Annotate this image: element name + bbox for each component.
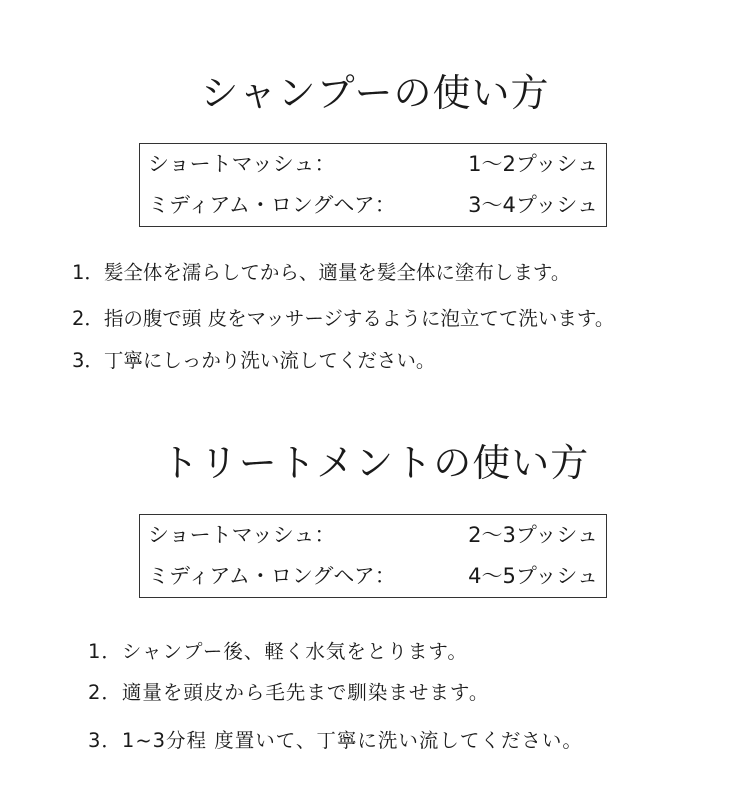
treatment-amount-table (139, 514, 607, 598)
treatment-title: トリートメントの使い方 (160, 441, 590, 485)
shampoo-step-3: 3．丁寧にしっかり洗い流してください。 (72, 349, 436, 372)
amount-value: 1〜2プッシュ (468, 152, 598, 176)
shampoo-step-1: 1．髪全体を濡らしてから、適量を髪全体に塗布します。 (72, 261, 571, 284)
shampoo-title: シャンプーの使い方 (200, 71, 550, 115)
amount-label: ショートマッシュ： (148, 152, 336, 176)
treatment-step-1: 1．シャンプー後、軽く水気をとります。 (88, 640, 468, 663)
treatment-step-3: 3．1~3分程 度置いて、丁寧に洗い流してください。 (88, 729, 583, 752)
amount-row-short (148, 520, 598, 550)
amount-label: ショートマッシュ： (148, 523, 336, 547)
amount-label: ミディアム・ロングヘア： (148, 564, 396, 588)
amount-value: 4〜5プッシュ (468, 564, 598, 588)
treatment-step-2: 2．適量を頭皮から毛先まで馴染ませます。 (88, 681, 490, 704)
amount-label: ミディアム・ロングヘア： (148, 193, 396, 217)
amount-value: 3〜4プッシュ (468, 193, 598, 217)
amount-value: 2〜3プッシュ (468, 523, 598, 547)
amount-row-short (148, 149, 598, 179)
amount-row-medium-long (148, 190, 598, 220)
amount-row-medium-long (148, 561, 598, 591)
shampoo-step-2: 2．指の腹で頭 皮をマッサージするように泡立てて洗います。 (72, 307, 615, 330)
shampoo-amount-table (139, 143, 607, 227)
